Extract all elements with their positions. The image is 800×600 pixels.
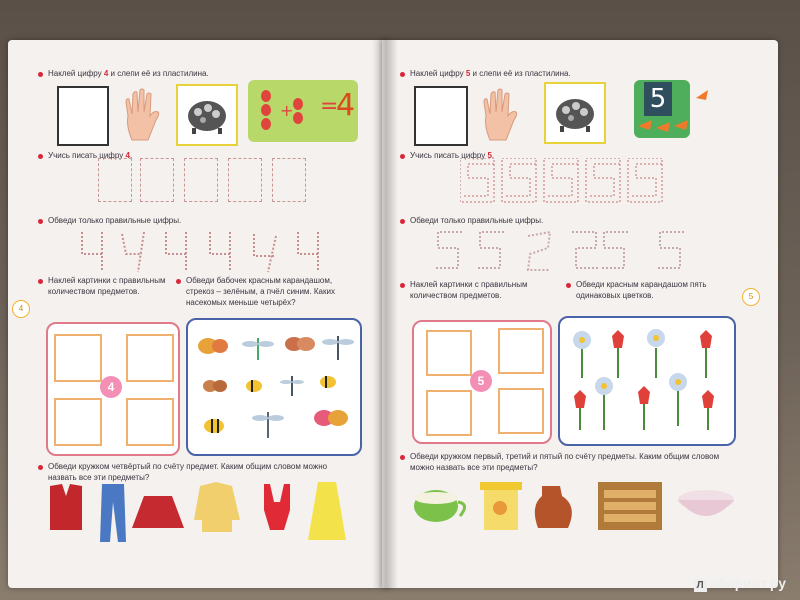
trace-cell[interactable] xyxy=(184,158,218,202)
carrot-card-digit: 5 xyxy=(644,82,672,116)
carrot-card xyxy=(634,80,690,138)
trace-cell[interactable] xyxy=(272,158,306,202)
dragonfly-icon xyxy=(252,412,284,438)
sticker-slot[interactable] xyxy=(57,86,109,146)
bullet xyxy=(38,465,43,470)
carrot-icon xyxy=(694,88,710,107)
task4-instruction: Наклей картинки с правильным количеством предметов. xyxy=(48,276,166,296)
bullet xyxy=(566,283,571,288)
trace-cell[interactable] xyxy=(140,158,174,202)
tulip-icon xyxy=(638,386,650,404)
bowl-icon xyxy=(678,490,734,516)
task1-suffix: и слепи её из пластилина. xyxy=(110,69,209,78)
r-task6-instruction: Обведи кружком первый, третий и пятый по счёту предметы. Каким общим словом можно назвать все эти предметы? xyxy=(410,452,720,472)
equation-result: 4 xyxy=(336,88,356,123)
watermark-text: абиринт.ру xyxy=(709,575,786,591)
r-sticker-cell[interactable] xyxy=(498,388,544,434)
jacket-icon xyxy=(194,482,240,532)
jeans-icon xyxy=(100,484,126,542)
clothes-row xyxy=(44,480,364,550)
vest-icon xyxy=(50,484,82,530)
r-task1-prefix: Наклей цифру xyxy=(410,69,464,78)
yogurt-icon xyxy=(480,482,522,530)
bee-icon xyxy=(320,376,336,388)
task6-instruction: Обведи кружком четвёртый по счёту предмет. Каким общим словом можно назвать все эти предметы? xyxy=(48,462,328,482)
insects-illustration xyxy=(188,320,360,454)
dragonfly-icon xyxy=(322,336,354,360)
equation-card xyxy=(248,80,358,142)
tulip-icon xyxy=(702,390,714,408)
page-number: 4 xyxy=(12,300,30,318)
task1-digit: 4 xyxy=(103,69,109,78)
dresser-icon xyxy=(598,482,662,530)
bullet xyxy=(400,154,405,159)
daisy-icon xyxy=(573,331,591,349)
butterfly-icon xyxy=(285,337,315,351)
daisy-icon xyxy=(595,377,613,395)
flowers-frame xyxy=(558,316,736,446)
r-page-number: 5 xyxy=(742,288,760,306)
task2-prefix: Учись писать цифру xyxy=(48,151,124,160)
r-task1-suffix: и слепи её из пластилина. xyxy=(472,69,571,78)
bullet xyxy=(38,154,43,159)
jug-icon xyxy=(535,486,572,528)
trace-cell[interactable] xyxy=(98,158,132,202)
book-fold xyxy=(372,40,398,588)
task3-instruction: Обведи только правильные цифры. xyxy=(48,216,182,225)
strawberry-icons xyxy=(256,88,316,139)
raincoat-icon xyxy=(308,482,346,540)
butterfly-icon xyxy=(314,410,348,426)
bullet xyxy=(38,72,43,77)
trace-cell[interactable] xyxy=(228,158,262,202)
watermark xyxy=(694,575,786,592)
equals-sign: = xyxy=(320,94,339,119)
plasticine-pot-icon xyxy=(186,96,228,139)
bullet xyxy=(400,219,405,224)
labirint-logo-icon: Л xyxy=(694,579,707,592)
bullet xyxy=(400,283,405,288)
bullet xyxy=(38,279,43,284)
skirt-icon xyxy=(132,496,184,528)
bee-icon xyxy=(246,380,262,392)
r-task1-digit: 5 xyxy=(465,69,471,78)
r-sticker-cell[interactable] xyxy=(498,328,544,374)
daisy-icon xyxy=(647,329,665,347)
butterfly-icon xyxy=(198,338,228,354)
sticker-cell[interactable] xyxy=(54,334,102,382)
dragonfly-icon xyxy=(242,338,274,360)
butterfly-icon xyxy=(203,380,227,392)
digit-5-tracing-grid[interactable] xyxy=(460,158,670,209)
sticker-frame xyxy=(46,322,180,456)
bee-icon xyxy=(204,419,224,433)
r-task2-suffix: . xyxy=(491,151,495,160)
cup-icon xyxy=(414,490,465,522)
insects-frame xyxy=(186,318,362,456)
swimsuit-icon xyxy=(264,484,290,530)
plasticine-frame xyxy=(176,84,238,146)
bullet xyxy=(176,279,181,284)
r-task5-instruction: Обведи красным карандашом пять одинаковых цветков. xyxy=(576,280,707,300)
r-plasticine-pot-icon xyxy=(554,94,596,137)
tulip-icon xyxy=(700,330,712,348)
task1-prefix: Наклей цифру xyxy=(48,69,102,78)
digit-5-variants[interactable] xyxy=(432,228,702,281)
r-box-number: 5 xyxy=(470,370,492,392)
task5-instruction: Обведи бабочек красным карандашом, стрекоз – зелёным, а пчёл синим. Каких насекомых меньше четырёх? xyxy=(186,276,335,307)
r-hand-icon xyxy=(476,86,528,142)
svg-text:+: + xyxy=(280,101,294,120)
r-sticker-cell[interactable] xyxy=(426,390,472,436)
sticker-cell[interactable] xyxy=(126,334,174,382)
bullet xyxy=(38,219,43,224)
r-task2-digit: 5 xyxy=(487,151,492,160)
r-task4-instruction: Наклей картинки с правильным количеством предметов. xyxy=(410,280,528,300)
r-plasticine-frame xyxy=(544,82,606,144)
bullet xyxy=(400,72,405,77)
dishes-row xyxy=(408,476,738,536)
box-number: 4 xyxy=(100,376,122,398)
tulip-icon xyxy=(574,390,586,408)
bullet xyxy=(400,455,405,460)
digit-4-variants[interactable] xyxy=(78,228,338,281)
r-sticker-slot[interactable] xyxy=(414,86,468,146)
r-task1-instruction xyxy=(410,68,571,79)
sticker-cell[interactable] xyxy=(54,398,102,446)
task2-suffix: . xyxy=(129,151,133,160)
task2-digit: 4 xyxy=(125,151,130,160)
r-sticker-frame xyxy=(412,320,552,444)
r-task3-instruction: Обведи только правильные цифры. xyxy=(410,216,544,225)
r-sticker-cell[interactable] xyxy=(426,330,472,376)
r-task2-prefix: Учись писать цифру xyxy=(410,151,486,160)
sticker-cell[interactable] xyxy=(126,398,174,446)
carrot-icons xyxy=(636,116,690,141)
dragonfly-icon xyxy=(280,376,304,396)
task1-instruction xyxy=(48,68,209,79)
flowers-illustration xyxy=(560,318,734,444)
daisy-icon xyxy=(669,373,687,391)
hand-icon xyxy=(118,86,170,142)
tulip-icon xyxy=(612,330,624,348)
